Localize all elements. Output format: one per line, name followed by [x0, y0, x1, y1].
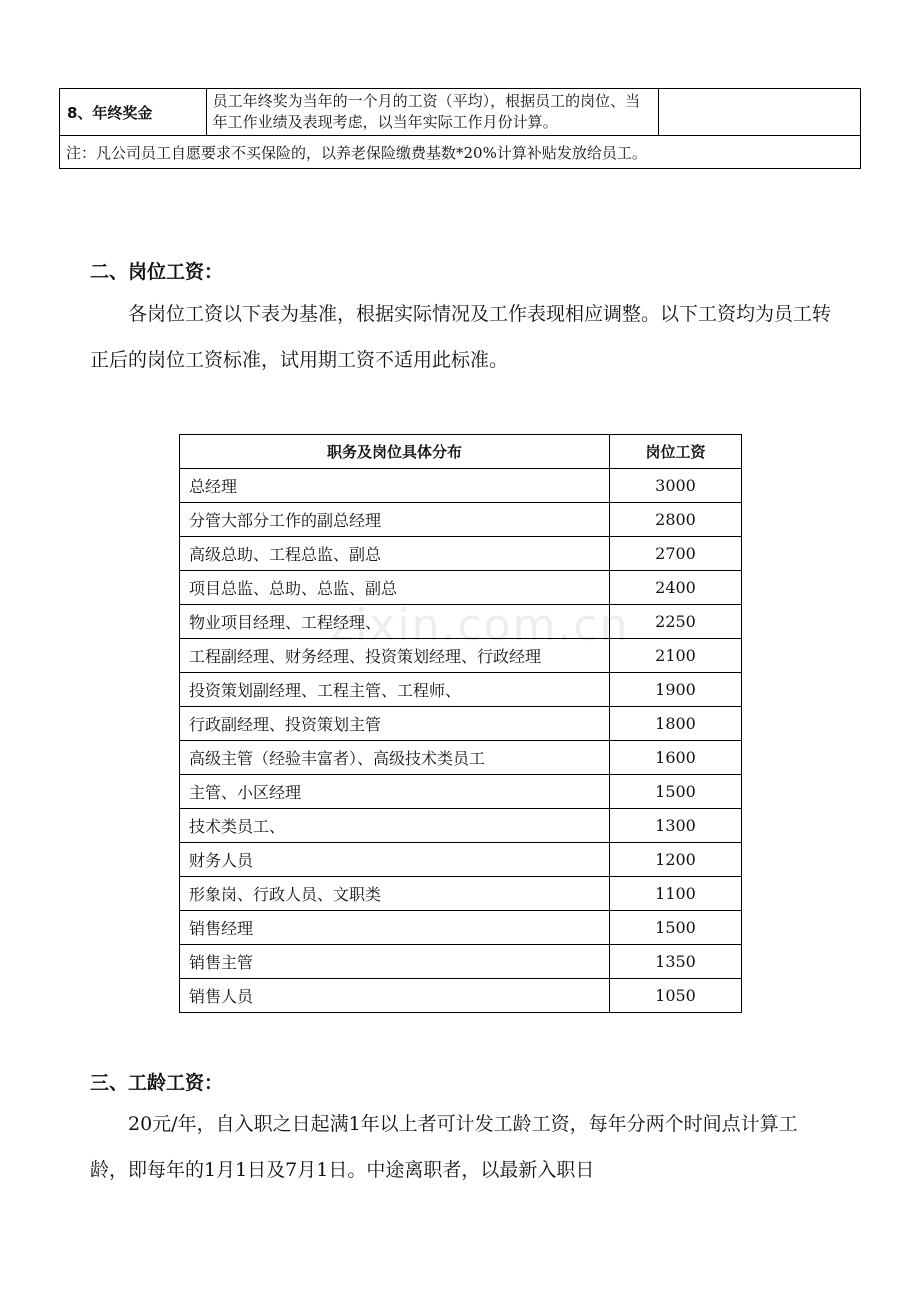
- table-row: [180, 639, 742, 673]
- salary-table-body: [180, 469, 742, 1013]
- bonus-table: [59, 88, 861, 169]
- position-cell: 销售主管: [180, 945, 610, 979]
- position-cell: 销售人员: [180, 979, 610, 1013]
- table-row: [180, 571, 742, 605]
- position-cell: 形象岗、行政人员、文职类: [180, 877, 610, 911]
- table-row: [180, 673, 742, 707]
- position-cell: 技术类员工、: [180, 809, 610, 843]
- position-cell: 工程副经理、财务经理、投资策划经理、行政经理: [180, 639, 610, 673]
- salary-table: [179, 434, 742, 1013]
- salary-cell: 1050: [610, 979, 742, 1013]
- salary-cell: 2250: [610, 605, 742, 639]
- table-row: [180, 911, 742, 945]
- position-cell: 物业项目经理、工程经理、: [180, 605, 610, 639]
- salary-cell: 1200: [610, 843, 742, 877]
- position-cell: 行政副经理、投资策划主管: [180, 707, 610, 741]
- table-row: [180, 469, 742, 503]
- table-row: [180, 945, 742, 979]
- bonus-description: 员工年终奖为当年的一个月的工资（平均），根据员工的岗位、当年工作业绩及表现考虑，以当年实际工作月份计算。: [206, 89, 658, 136]
- salary-cell: 1600: [610, 741, 742, 775]
- position-cell: 项目总监、总助、总监、副总: [180, 571, 610, 605]
- table-row: [180, 537, 742, 571]
- table-row: [180, 503, 742, 537]
- insurance-note: 注：凡公司员工自愿要求不买保险的，以养老保险缴费基数*20%计算补贴发放给员工。: [60, 136, 861, 169]
- salary-cell: 3000: [610, 469, 742, 503]
- salary-cell: 1300: [610, 809, 742, 843]
- position-cell: 总经理: [180, 469, 610, 503]
- section3-heading: 三、工龄工资：: [90, 1072, 224, 1094]
- salary-cell: 1500: [610, 911, 742, 945]
- header-position: 职务及岗位具体分布: [180, 435, 610, 469]
- table-row: [180, 707, 742, 741]
- table-row: [180, 605, 742, 639]
- salary-cell: 2400: [610, 571, 742, 605]
- table-row: [180, 741, 742, 775]
- salary-cell: 1900: [610, 673, 742, 707]
- bonus-empty-cell: [658, 89, 861, 136]
- position-cell: 销售经理: [180, 911, 610, 945]
- salary-cell: 2800: [610, 503, 742, 537]
- table-row: [180, 843, 742, 877]
- salary-cell: 1500: [610, 775, 742, 809]
- position-cell: 主管、小区经理: [180, 775, 610, 809]
- section2-heading: 二、岗位工资：: [90, 261, 224, 283]
- watermark: zixin.com.cn: [330, 600, 630, 651]
- bonus-row: [60, 89, 861, 136]
- salary-cell: 2100: [610, 639, 742, 673]
- bonus-item-label: 8、年终奖金: [60, 89, 207, 136]
- salary-cell: 2700: [610, 537, 742, 571]
- section2-paragraph: 各岗位工资以下表为基准，根据实际情况及工作表现相应调整。以下工资均为员工转正后的岗位工资标准，试用期工资不适用此标准。: [90, 303, 832, 371]
- salary-table-header: [180, 435, 742, 469]
- salary-cell: 1800: [610, 707, 742, 741]
- table-row: [180, 877, 742, 911]
- note-row: [60, 136, 861, 169]
- header-salary: 岗位工资: [610, 435, 742, 469]
- table-row: [180, 775, 742, 809]
- position-cell: 高级主管（经验丰富者）、高级技术类员工: [180, 741, 610, 775]
- salary-cell: 1100: [610, 877, 742, 911]
- position-cell: 高级总助、工程总监、副总: [180, 537, 610, 571]
- position-cell: 财务人员: [180, 843, 610, 877]
- salary-cell: 1350: [610, 945, 742, 979]
- section3-paragraph: 20元/年，自入职之日起满1年以上者可计发工龄工资，每年分两个时间点计算工龄，即每年的1月1日及7月1日。中途离职者，以最新入职日: [90, 1113, 798, 1181]
- table-row: [180, 979, 742, 1013]
- position-cell: 投资策划副经理、工程主管、工程师、: [180, 673, 610, 707]
- table-row: [180, 809, 742, 843]
- position-cell: 分管大部分工作的副总经理: [180, 503, 610, 537]
